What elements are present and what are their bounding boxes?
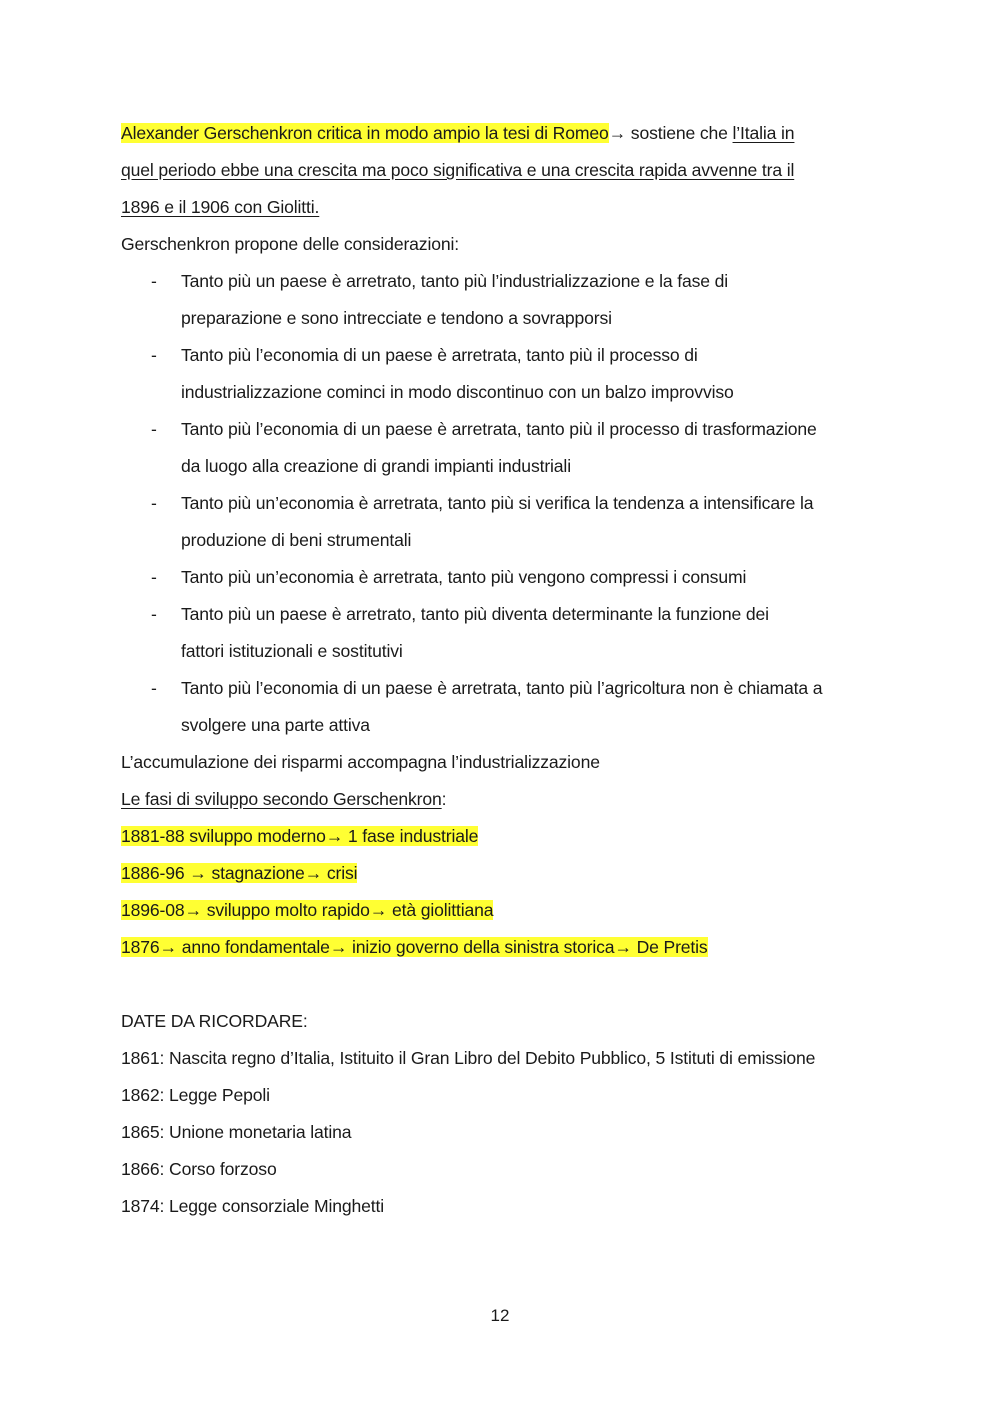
list-item-line-2: produzione di beni strumentali (181, 530, 412, 550)
list-item-line-1: Tanto più un’economia è arretrata, tanto più si verifica la tendenza a intensificare la (181, 493, 814, 513)
intro-line-3 (121, 189, 881, 226)
dates-heading: DATE DA RICORDARE: (121, 1011, 308, 1031)
list-item-line-2: industrializzazione cominci in modo discontinuo con un balzo improvviso (181, 382, 734, 402)
list-item (121, 559, 881, 596)
phases-heading: Le fasi di sviluppo secondo Gerschenkron (121, 789, 442, 809)
list-item-line-2: svolgere una parte attiva (181, 715, 370, 735)
phase-item (121, 892, 881, 929)
list-item (121, 337, 881, 411)
list-item (121, 596, 881, 670)
bullet-dash: - (151, 345, 157, 365)
phase-item-text: 1896-08→ sviluppo molto rapido→ età giolittiana (121, 900, 494, 920)
considerations-list (121, 263, 881, 744)
phase-item (121, 855, 881, 892)
phases-heading-colon: : (441, 789, 447, 809)
bullet-dash: - (151, 419, 157, 439)
date-item: 1861: Nascita regno d’Italia, Istituito il Gran Libro del Debito Pubblico, 5 Istituti di emissione (121, 1048, 816, 1068)
date-item: 1865: Unione monetaria latina (121, 1122, 352, 1142)
intro-line-2 (121, 152, 881, 189)
list-item-line-1: Tanto più l’economia di un paese è arretrata, tanto più l’agricoltura non è chiamata a (181, 678, 823, 698)
list-item-line-1: Tanto più un paese è arretrato, tanto più diventa determinante la funzione dei (181, 604, 769, 624)
phase-item-text: 1881-88 sviluppo moderno→ 1 fase industriale (121, 826, 479, 846)
list-item-line-1: Tanto più un’economia è arretrata, tanto più vengono compressi i consumi (181, 567, 747, 587)
list-item (121, 670, 881, 744)
bullet-dash: - (151, 678, 157, 698)
list-item-line-1: Tanto più l’economia di un paese è arretrata, tanto più il processo di (181, 345, 698, 365)
intro-underline-3: 1896 e il 1906 con Giolitti. (121, 197, 320, 217)
phases-heading-line (121, 781, 881, 818)
phase-item (121, 818, 881, 855)
list-item-line-2: fattori istituzionali e sostitutivi (181, 641, 403, 661)
list-item-line-1: Tanto più un paese è arretrato, tanto più l’industrializzazione e la fase di (181, 271, 729, 291)
date-item: 1874: Legge consorziale Minghetti (121, 1196, 385, 1216)
intro-underline-2: quel periodo ebbe una crescita ma poco significativa e una crescita rapida avvenne tra il (121, 160, 795, 180)
page-number: 12 (490, 1306, 510, 1325)
date-item: 1866: Corso forzoso (121, 1159, 277, 1179)
accumulation-line: L’accumulazione dei risparmi accompagna l’industrializzazione (121, 752, 600, 772)
intro-highlight: Alexander Gerschenkron critica in modo ampio la tesi di Romeo (121, 123, 609, 143)
list-item (121, 485, 881, 559)
intro-line-1 (121, 115, 881, 152)
list-item-line-2: da luogo alla creazione di grandi impianti industriali (181, 456, 571, 476)
bullet-dash: - (151, 271, 157, 291)
considerations-heading: Gerschenkron propone delle considerazioni: (121, 234, 459, 254)
document-page (121, 115, 881, 1225)
phase-item (121, 929, 881, 966)
intro-underline-1: l’Italia in (732, 123, 795, 143)
bullet-dash: - (151, 604, 157, 624)
intro-arrow-text: → sostiene che (608, 123, 733, 143)
bullet-dash: - (151, 493, 157, 513)
list-item-line-1: Tanto più l’economia di un paese è arretrata, tanto più il processo di trasformazione (181, 419, 817, 439)
list-item (121, 263, 881, 337)
bullet-dash: - (151, 567, 157, 587)
list-item-line-2: preparazione e sono intrecciate e tendono a sovrapporsi (181, 308, 612, 328)
phase-item-text: 1886-96 → stagnazione→ crisi (121, 863, 358, 883)
spacer (121, 966, 881, 1003)
date-item: 1862: Legge Pepoli (121, 1085, 270, 1105)
phase-item-text: 1876→ anno fondamentale→ inizio governo della sinistra storica→ De Pretis (121, 937, 708, 957)
list-item (121, 411, 881, 485)
